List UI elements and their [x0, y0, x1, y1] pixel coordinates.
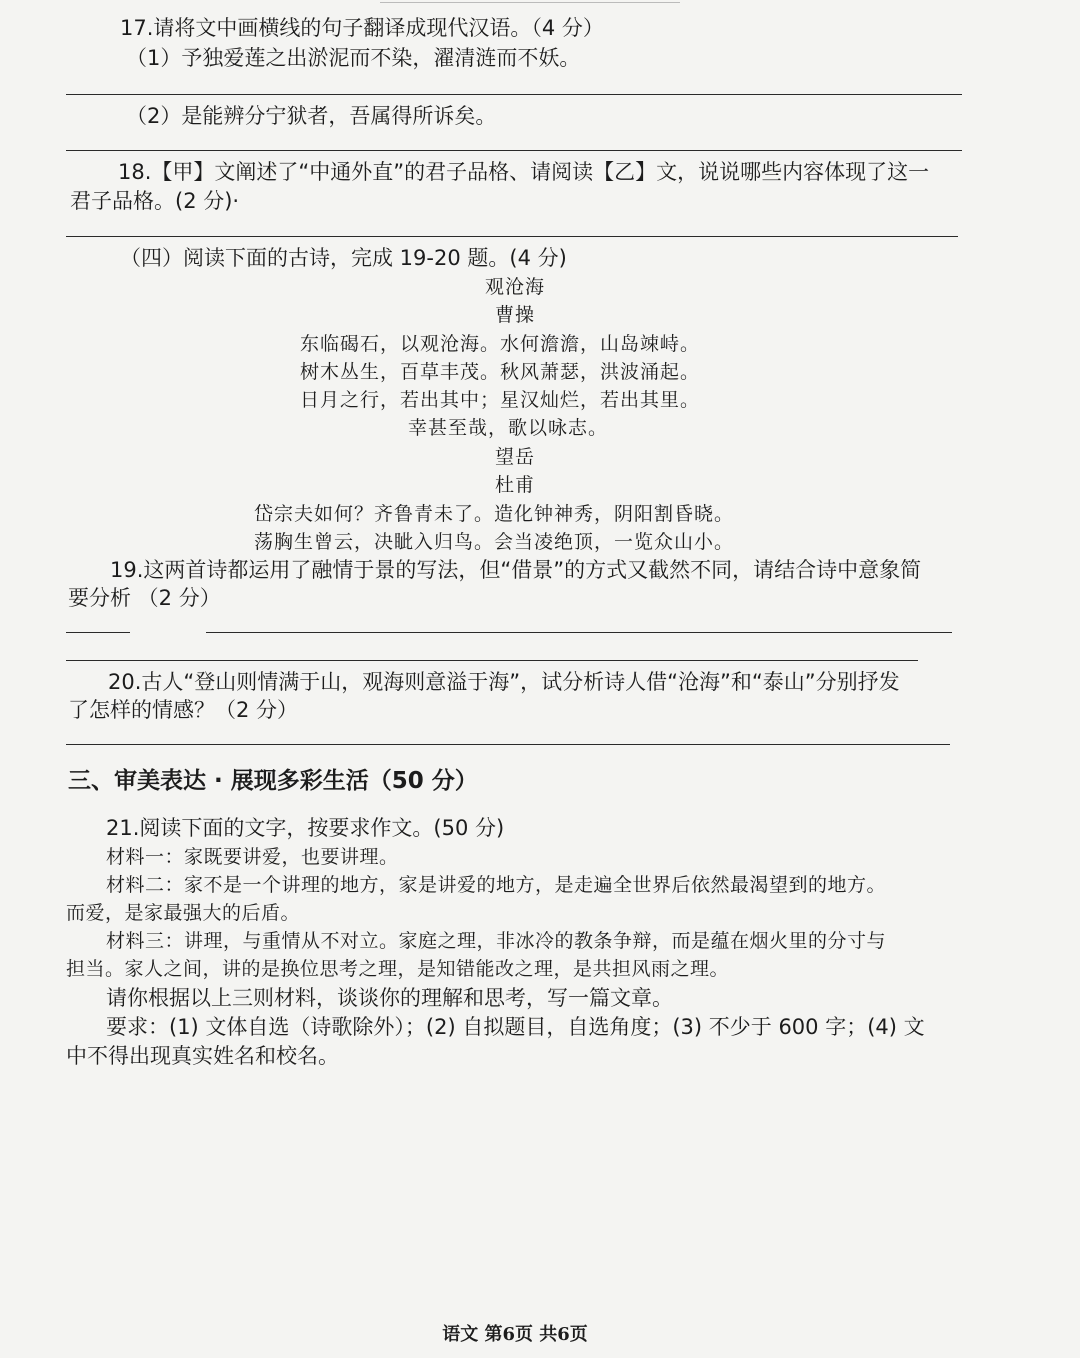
q19-line1: 19.这两首诗都运用了融情于景的写法，但“借景”的方式又截然不同，请结合诗中意象简: [110, 558, 922, 582]
q20-line2: 了怎样的情感？（2 分）: [68, 698, 299, 722]
q20-line1: 20.古人“登山则情满于山，观海则意溢于海”，试分析诗人借“沧海”和“泰山”分别抒发: [108, 670, 900, 694]
answer-line: [66, 94, 962, 95]
poem2-title: 望岳: [494, 446, 535, 468]
material-3-line1: 材料三：讲理，与重情从不对立。家庭之理，非冰冷的教条争辩，而是蕴在烟火里的分寸与: [106, 930, 887, 952]
answer-line: [66, 744, 950, 745]
answer-line: [66, 660, 918, 661]
answer-line: [66, 236, 958, 237]
page-footer: 语文 第6页 共6页: [442, 1324, 588, 1345]
answer-line: [66, 150, 962, 151]
part4-heading: （四）阅读下面的古诗，完成 19-20 题。(4 分): [120, 246, 567, 270]
q21-requirements-line2: 中不得出现真实姓名和校名。: [66, 1044, 339, 1068]
q21-prompt: 请你根据以上三则材料，谈谈你的理解和思考，写一篇文章。: [106, 986, 673, 1010]
section3-heading: 三、审美表达 · 展现多彩生活（50 分）: [68, 768, 478, 794]
poem1-line: 幸甚至哉，歌以咏志。: [408, 417, 609, 439]
answer-line: [206, 632, 952, 633]
poem1-title: 观沧海: [484, 276, 545, 298]
material-3-line2: 担当。家人之间，讲的是换位思考之理，是知错能改之理，是共担风雨之理。: [66, 958, 730, 980]
answer-line: [66, 632, 130, 633]
q21-title: 21.阅读下面的文字，按要求作文。(50 分): [106, 816, 505, 840]
q18-line2: 君子品格。(2 分)·: [70, 189, 240, 213]
q19-line2: 要分析 （2 分）: [68, 586, 221, 610]
material-2-line1: 材料二：家不是一个讲理的地方，家是讲爱的地方，是走遍全世界后依然最渴望到的地方。: [106, 874, 887, 896]
poem1-line: 树木丛生，百草丰茂。秋风萧瑟，洪波涌起。: [300, 361, 701, 383]
poem1-line: 日月之行，若出其中；星汉灿烂，若出其里。: [300, 389, 701, 411]
top-edge-rule: [380, 2, 680, 3]
material-2-line2: 而爱，是家最强大的后盾。: [66, 902, 301, 924]
poem2-line: 荡胸生曾云，决眦入归鸟。会当凌绝顶，一览众山小。: [254, 531, 735, 553]
poem1-author: 曹操: [494, 304, 535, 326]
q18-line1: 18.【甲】文阐述了“中通外直”的君子品格、请阅读【乙】文，说说哪些内容体现了这一: [118, 160, 930, 184]
q17-item2: （2）是能辨分宁狱者，吾属得所诉矣。: [126, 104, 497, 128]
poem2-line: 岱宗夫如何？齐鲁青未了。造化钟神秀，阴阳割昏晓。: [254, 503, 735, 525]
material-1: 材料一：家既要讲爱，也要讲理。: [106, 846, 399, 868]
poem2-author: 杜甫: [494, 474, 535, 496]
q17-item1: （1）予独爱莲之出淤泥而不染，濯清涟而不妖。: [126, 46, 581, 70]
poem1-line: 东临碣石，以观沧海。水何澹澹，山岛竦峙。: [300, 333, 701, 355]
q21-requirements-line1: 要求：(1) 文体自选（诗歌除外）；(2) 自拟题目，自选角度；(3) 不少于 600 字；(4) 文: [106, 1015, 925, 1039]
q17-title: 17.请将文中画横线的句子翻译成现代汉语。（4 分）: [120, 16, 604, 40]
